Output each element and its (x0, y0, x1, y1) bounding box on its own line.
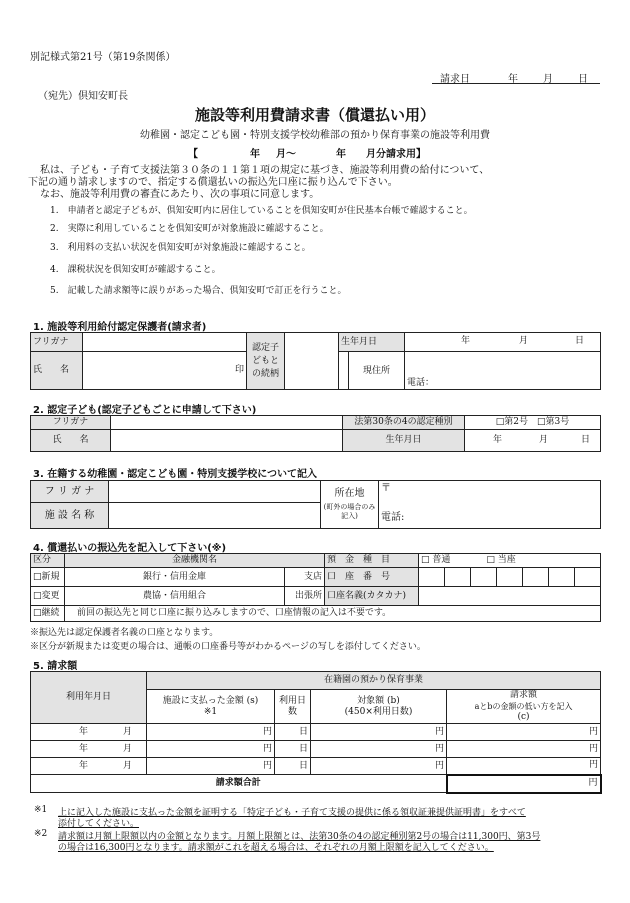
use-date-field[interactable] (31, 724, 147, 741)
target-header-label: 対象額 (b) (357, 695, 400, 706)
consent-item: 2. 実際に利用していることを倶知安町が対象施設に確認すること。 (50, 224, 329, 234)
relation-label: 認定子どもとの続柄 (247, 333, 285, 390)
request-date-year: 年 (508, 74, 518, 85)
facility-table (30, 480, 601, 529)
table-row (31, 741, 601, 758)
request-date-month: 月 (543, 74, 553, 85)
address-field[interactable] (405, 352, 601, 390)
paid-header (147, 690, 275, 724)
cert-type-2-checkbox[interactable]: □第2号 (495, 417, 528, 427)
period-month2: 月分請求用】 (366, 149, 426, 160)
seal-mark: 印 (234, 365, 244, 375)
days-field[interactable]: 日 (275, 758, 311, 775)
paid-amount-field[interactable]: 円 (147, 758, 275, 775)
child-birth-label: 生年月日 (343, 430, 465, 452)
branch-label: 支店 (285, 568, 325, 587)
row-year-unit: 年 (79, 727, 89, 737)
footnote-2-mark: ※2 (34, 829, 48, 839)
consent-item: 5. 記載した請求額等に誤りがあった場合、倶知安町で訂正を行うこと。 (50, 286, 347, 296)
deposit-type-label: 預 金 種 目 (325, 554, 419, 568)
ordinary-checkbox[interactable]: □ 普通 (421, 555, 451, 565)
days-header: 利用日数 (275, 690, 311, 724)
target-header-note: (450×利用日数) (344, 706, 413, 717)
request-date-underline (432, 83, 600, 84)
footnote-1-mark: ※1 (34, 805, 48, 815)
row-month-unit: 月 (123, 727, 133, 737)
child-name-field[interactable] (111, 430, 343, 452)
page-title: 施設等利用費請求書（償還払い用） (194, 106, 435, 124)
section-5-heading: 5. 請求額 (33, 661, 78, 672)
cert-type-options[interactable] (465, 416, 601, 430)
cert-type-label: 法第30条の4の認定種別 (343, 416, 465, 430)
paid-amount-field[interactable]: 円 (147, 724, 275, 741)
new-checkbox[interactable]: □新規 (31, 568, 65, 587)
target-amount-field[interactable]: 円 (311, 741, 447, 758)
child-furigana-label: フリガナ (31, 416, 111, 430)
page-subtitle: 幼稚園・認定こども園・特別支援学校幼稚部の預かり保育事業の施設等利用費 (140, 130, 490, 141)
section-3-heading: 3. 在籍する幼稚園・認定こども園・特別支援学校について記入 (33, 469, 318, 480)
birth-year-unit: 年 (461, 336, 471, 346)
claim-amount-field[interactable]: 円 (447, 741, 601, 758)
location-field[interactable] (379, 481, 601, 529)
account-digit[interactable] (419, 568, 445, 587)
claim-table (30, 671, 602, 794)
claim-header-label: 請求額 (510, 690, 538, 700)
paid-amount-field[interactable]: 円 (147, 741, 275, 758)
continue-checkbox[interactable]: □継続 (31, 606, 65, 622)
row-year-unit: 年 (79, 744, 89, 754)
section-1-heading: 1. 施設等利用給付認定保護者(請求者) (33, 322, 207, 333)
paid-header-label: 施設に支払った金額 (s) (162, 695, 259, 706)
deposit-type-options[interactable] (419, 554, 601, 568)
guardian-name-field[interactable] (83, 352, 247, 390)
period-open: 【 (188, 149, 198, 160)
days-field[interactable]: 日 (275, 724, 311, 741)
claim-header-c: (c) (517, 712, 530, 722)
facility-name-field[interactable] (109, 503, 321, 529)
consent-item: 3. 利用料の支払い状況を倶知安町が対象施設に確認すること。 (50, 243, 311, 253)
location-label-cell (321, 481, 379, 529)
facility-phone-label: 電話: (381, 512, 405, 523)
facility-name-label: 施 設 名 称 (31, 503, 109, 529)
postal-mark: 〒 (381, 483, 391, 494)
form-number: 別記様式第21号（第19条関係） (30, 52, 176, 63)
current-checkbox[interactable]: □ 当座 (486, 555, 516, 565)
claim-amount-field[interactable]: 円 (447, 724, 601, 741)
date-col-header: 利用年月日 (31, 672, 147, 724)
table-row (31, 724, 601, 741)
address-label: 現住所 (349, 352, 405, 390)
group-header: 在籍園の預かり保育事業 (147, 672, 601, 690)
intro-line-1: 私は、子ども・子育て支援法第３０条の１１第１項の規定に基づき、施設等利用費の給付について、 (40, 165, 490, 176)
footnote-2-line-1: 請求額は月額上限額以内の金額となります。月額上限額とは、法第30条の4の認定種別第2号の場合は11,300円、第3号 (58, 832, 541, 842)
table-row (31, 758, 601, 775)
total-amount-field[interactable]: 円 (447, 775, 601, 793)
intro-line-3: なお、施設等利用費の審査にあたり、次の事項に同意します。 (40, 189, 320, 200)
guardian-phone-label: 電話： (407, 378, 435, 388)
account-holder-label: 口座名義(カタカナ) (325, 587, 419, 606)
request-date-label: 請求日 (440, 74, 470, 85)
birth-month-unit: 月 (519, 336, 529, 346)
bank-note: ※区分が新規または変更の場合は、通帳の口座番号等がわかるページの写しを添付してください。 (30, 642, 426, 652)
cert-type-3-checkbox[interactable]: □第3号 (537, 417, 570, 427)
claim-amount-field[interactable]: 円 (447, 758, 601, 775)
bank-table (30, 553, 601, 622)
days-field[interactable]: 日 (275, 741, 311, 758)
facility-furigana-field[interactable] (109, 481, 321, 503)
account-digit[interactable] (575, 568, 601, 587)
use-date-field[interactable] (31, 741, 147, 758)
child-table (30, 415, 601, 452)
addressee: （宛先）倶知安町長 (38, 91, 128, 102)
child-name-label: 氏 名 (31, 430, 111, 452)
facility-furigana-label: フ リ ガ ナ (31, 481, 109, 503)
claim-header (447, 690, 601, 724)
account-digit[interactable] (523, 568, 549, 587)
office-label: 出張所 (285, 587, 325, 606)
agri-type: 農協・信用組合 (65, 587, 285, 606)
row-year-unit: 年 (79, 761, 89, 771)
total-label: 請求額合計 (31, 775, 447, 793)
footnote-1-line-1: 上に記入した施設に支払った金額を証明する「特定子ども・子育て支援の提供に係る領収証兼提供証明書」をすべて (58, 808, 526, 818)
location-note: (町外の場合のみ記入) (323, 503, 376, 520)
account-digit[interactable] (549, 568, 575, 587)
row-month-unit: 月 (123, 761, 133, 771)
account-digit[interactable] (497, 568, 523, 587)
relation-field[interactable] (285, 333, 339, 390)
bank-type: 銀行・信用金庫 (65, 568, 285, 587)
target-amount-field[interactable]: 円 (311, 758, 447, 775)
guardian-furigana-label: フリガナ (31, 333, 83, 352)
footnote-2-line-2: の場合は16,300円となります。請求額がこれを超える場合は、それぞれの月額上限額を記入してください。 (58, 843, 494, 853)
footnote-1-line-2: 添付してください。 (58, 819, 140, 829)
child-birth-month-unit: 月 (539, 435, 549, 445)
continue-note: 前回の振込先と同じ口座に振り込みしますので、口座情報の記入は不要です。 (65, 606, 601, 622)
kubun-label: 区分 (31, 554, 65, 568)
account-holder-field[interactable] (419, 587, 601, 606)
section-4-heading: 4. 償還払いの振込先を記入して下さい(※) (33, 543, 227, 554)
bank-note: ※振込先は認定保護者名義の口座となります。 (30, 628, 219, 638)
target-header (311, 690, 447, 724)
guardian-name-label: 氏 名 (31, 352, 83, 390)
use-date-field[interactable] (31, 758, 147, 775)
bank-name-label: 金融機関名 (65, 554, 325, 568)
guardian-birth-label: 生年月日 (339, 333, 405, 352)
row-month-unit: 月 (123, 744, 133, 754)
consent-item: 1. 申請者と認定子どもが、倶知安町内に居住していることを倶知安町が住民基本台帳で確認すること。 (50, 206, 473, 216)
account-digit[interactable] (445, 568, 471, 587)
paid-header-note: ※1 (203, 706, 218, 717)
guardian-furigana-field[interactable] (83, 333, 247, 352)
period-year2: 年 (336, 149, 346, 160)
account-digit[interactable] (471, 568, 497, 587)
child-birth-year-unit: 年 (493, 435, 503, 445)
consent-item: 4. 課税状況を倶知安町が確認すること。 (50, 265, 221, 275)
request-date-day: 日 (578, 74, 588, 85)
location-label: 所在地 (334, 488, 365, 499)
guardian-table (30, 332, 601, 390)
section-2-heading: 2. 認定子ども(認定子どもごとに申請して下さい) (33, 405, 257, 416)
period-month1: 月～ (276, 149, 296, 160)
account-number-label: 口 座 番 号 (325, 568, 419, 587)
child-furigana-field[interactable] (111, 416, 343, 430)
intro-line-2: 下記の通り請求しますので、指定する償還払いの振込先口座に振り込んで下さい。 (28, 177, 398, 188)
change-checkbox[interactable]: □変更 (31, 587, 65, 606)
period-year1: 年 (250, 149, 260, 160)
child-birth-day-unit: 日 (581, 435, 591, 445)
target-amount-field[interactable]: 円 (311, 724, 447, 741)
guardian-birth-field[interactable] (405, 333, 601, 352)
claim-header-note: aとbの金額の低い方を記入 (474, 702, 573, 711)
birth-day-unit: 日 (575, 336, 585, 346)
child-birth-field[interactable] (465, 430, 601, 452)
